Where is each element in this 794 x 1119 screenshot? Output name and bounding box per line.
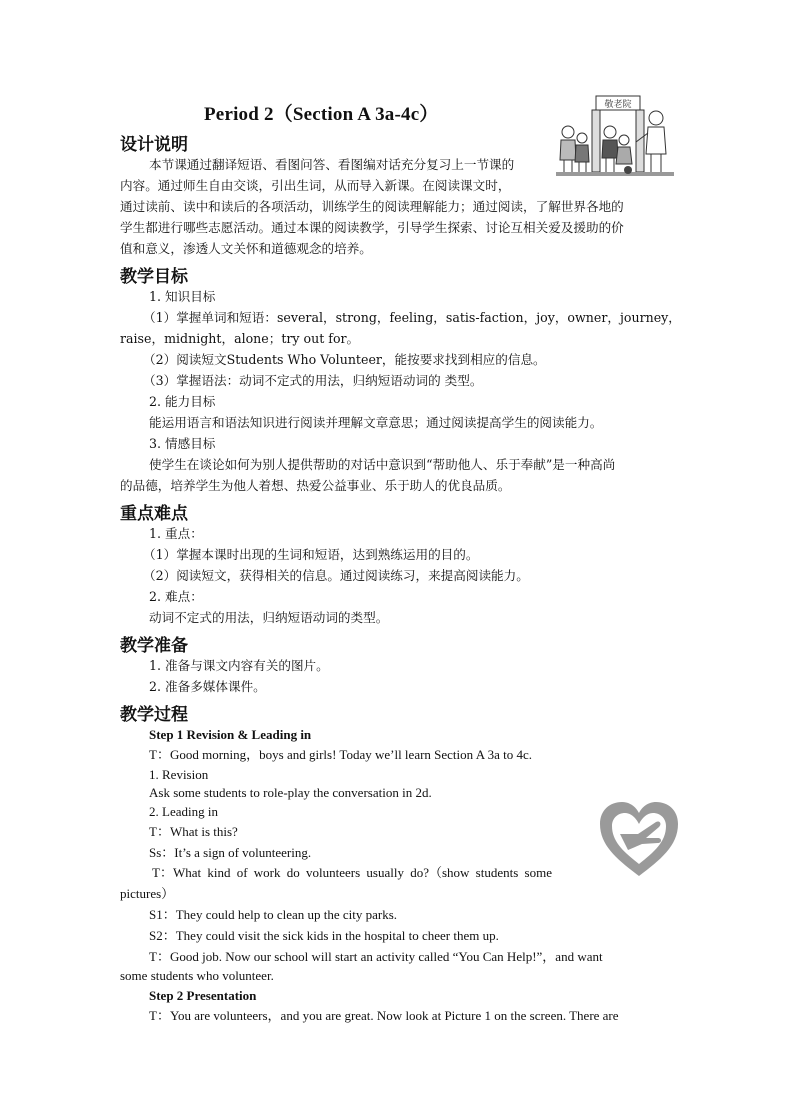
page-title: Period 2（Section A 3a-4c） [204, 104, 439, 125]
step-heading: Step 1 Revision & Leading in [149, 727, 312, 742]
illustration-sign: 敬老院 [604, 100, 632, 110]
process-line: 2. Leading in [149, 804, 218, 819]
design-line: 内容。通过师生自由交谈，引出生词，从而导入新课。在阅读课文时， [120, 178, 511, 193]
goals-line: （2）阅读短文Students Who Volunteer，能按要求找到相应的信息。 [143, 352, 546, 367]
process-line: some students who volunteer. [120, 968, 274, 983]
process-line: T：You are volunteers，and you are great. Now look at Picture 1 on the screen. There are [149, 1008, 619, 1023]
keypoints-line: 1. 重点： [149, 526, 203, 541]
goals-line: 2. 能力目标 [149, 394, 216, 409]
design-line: 本节课通过翻译短语、看图问答、看图编对话充分复习上一节课的 [149, 157, 515, 172]
design-line: 值和意义，渗透人文关怀和道德观念的培养。 [120, 241, 372, 256]
section-heading-process: 教学过程 [120, 705, 188, 725]
goals-line: （3）掌握语法：动词不定式的用法，归纳短语动词的 类型。 [143, 373, 483, 388]
goals-line: 的品德，培养学生为他人着想、热爱公益事业、乐于助人的优良品质。 [120, 478, 511, 493]
prep-line: 2. 准备多媒体课件。 [149, 679, 266, 694]
process-line: Ss：It’s a sign of volunteering. [149, 845, 312, 860]
prep-line: 1. 准备与课文内容有关的图片。 [149, 658, 329, 673]
process-line: T：Good morning，boys and girls! Today we’ll learn Section A 3a to 4c. [149, 747, 533, 762]
section-heading-prep: 教学准备 [120, 636, 188, 656]
design-line: 通过读前、读中和读后的各项活动，训练学生的阅读理解能力；通过阅读，了解世界各地的 [120, 199, 624, 214]
goals-line: 3. 情感目标 [149, 436, 216, 451]
process-line: pictures） [120, 886, 175, 901]
process-line: T：What is this? [149, 824, 238, 839]
goals-line: raise，midnight，alone；try out for。 [120, 331, 360, 346]
section-heading-design: 设计说明 [120, 135, 188, 155]
process-line: S2：They could visit the sick kids in the hospital to cheer them up. [149, 928, 499, 943]
keypoints-line: （1）掌握本课时出现的生词和短语，达到熟练运用的目的。 [143, 547, 479, 562]
step-heading: Step 2 Presentation [149, 988, 257, 1003]
goals-line: 能运用语言和语法知识进行阅读并理解文章意思；通过阅读提高学生的阅读能力。 [149, 415, 603, 430]
volunteer-heart-hand-icon [598, 800, 680, 878]
goals-line: 使学生在谈论如何为别人提供帮助的对话中意识到“帮助他人、乐于奉献”是一种高尚 [149, 457, 616, 472]
goals-line: 1. 知识目标 [149, 289, 216, 304]
keypoints-line: （2）阅读短文，获得相关的信息。通过阅读练习，来提高阅读能力。 [143, 568, 529, 583]
process-line: Ask some students to role-play the conversation in 2d. [149, 785, 432, 800]
keypoints-line: 动词不定式的用法，归纳短语动词的类型。 [149, 610, 389, 625]
process-line: S1：They could help to clean up the city parks. [149, 907, 398, 922]
keypoints-line: 2. 难点： [149, 589, 203, 604]
process-line: T：Good job. Now our school will start an activity called “You Can Help!”，and want [149, 949, 603, 964]
design-line: 学生都进行哪些志愿活动。通过本课的阅读教学，引导学生探索、讨论互相关爱及援助的价 [120, 220, 624, 235]
section-heading-goals: 教学目标 [120, 267, 188, 287]
process-line: 1. Revision [149, 767, 209, 782]
section-heading-keypoints: 重点难点 [120, 504, 188, 524]
goals-line: （1）掌握单词和短语：several，strong，feeling，satis-faction，joy，owner，journey， [143, 310, 681, 325]
volunteers-nursing-home-illustration [556, 88, 674, 184]
process-line: T：What kind of work do volunteers usually do?（show students some [152, 865, 552, 880]
